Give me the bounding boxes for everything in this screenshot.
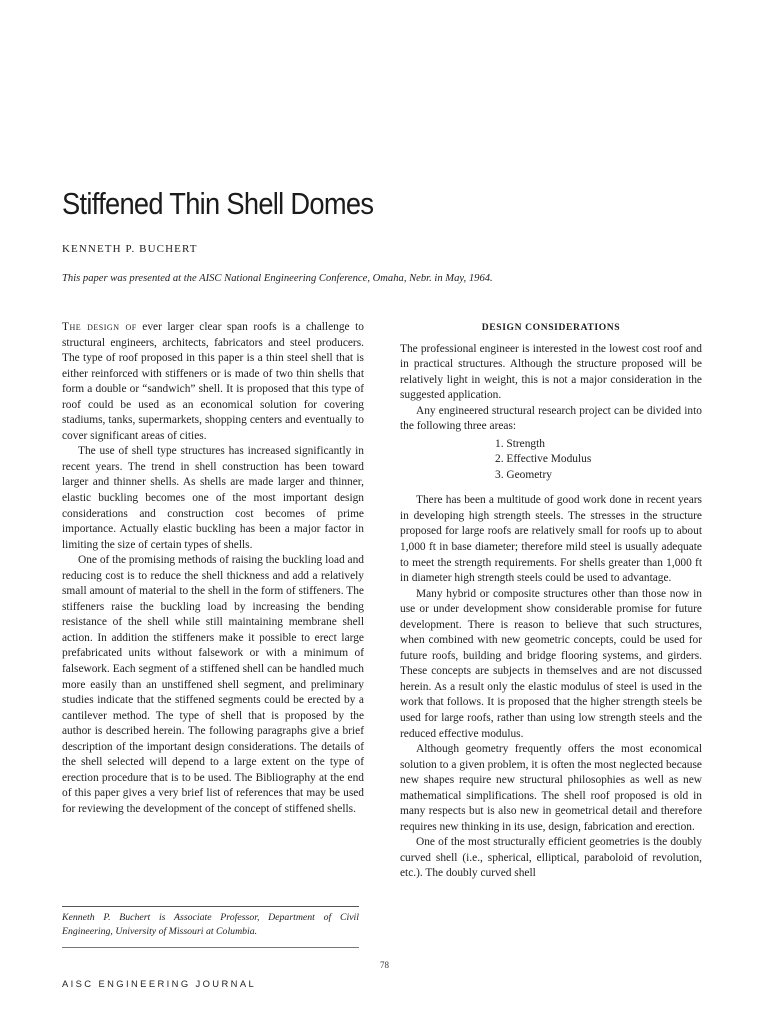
left-column (62, 320, 364, 818)
author-name: KENNETH P. BUCHERT (62, 243, 198, 255)
list-item: 3. Geometry (495, 468, 552, 481)
list-item: 2. Effective Modulus (495, 453, 592, 466)
body-paragraph: The professional engineer is interested in the lowest cost roof and in practical structures. Although the structure proposed will be relatively light in weight, this is not a major consideration in the suggested application. (400, 342, 702, 402)
body-paragraph: There has been a multitude of good work done in recent years in developing high strength steels. The stresses in the structure proposed for large roofs are relatively small for roofs up to about 1,000 ft in base diameter; therefore mild steel is usually adequate to meet the strength requirements. For shells greater than 1,000 ft in diameter high strength steels could be used to advantage. (400, 494, 702, 585)
list-item: 1. Strength (495, 437, 545, 450)
body-paragraph (62, 320, 364, 444)
footnote-rule (62, 906, 359, 907)
body-paragraph: Any engineered structural research project can be divided into the following three areas: (400, 404, 702, 433)
body-paragraph: One of the promising methods of raising the buckling load and reducing cost is to reduce the shell thickness and add a relatively small amount of material to the shell in the form of stiffeners. The stiffeners raise the buckling load by increasing the bending resistance of the shell while still maintaining membrane shell action. In addition the stiffeners make it possible to erect large prefabricated units without falsework or with a minimum of falsework. Each segment of a stiffened shell can be handled much more easily than an unstiffened shell segment, and preliminary studies indicate that the stiffened segments could be erected by a cantilever method. The type of shell that is proposed by the author is described herein. The following paragraphs give a brief description of the important design considerations. The details of the shell selected will depend to a large extent on the type of erection procedure that is to be used. The Bibliography at the end of this paper gives a very brief list of references that may be used for reviewing the development of the concept of stiffened shells. (62, 554, 364, 815)
journal-name: AISC ENGINEERING JOURNAL (62, 978, 257, 989)
section-heading: DESIGN CONSIDERATIONS (481, 322, 621, 333)
body-paragraph: The use of shell type structures has increased significantly in recent years. The trend in shell construction has been toward larger and thinner shells. As shells are made larger and thinner, elastic buckling becomes one of the most important design considerations and construction cost becomes of prime importance. Actually elastic buckling has been a major factor in limiting the size of certain types of shells. (62, 445, 364, 551)
author-footnote: Kenneth P. Buchert is Associate Professor, Department of Civil Engineering, University of Missouri at Columbia. (62, 912, 359, 937)
presentation-note: This paper was presented at the AISC National Engineering Conference, Omaha, Nebr. in May, 1964. (62, 273, 493, 284)
footnote-rule-bottom (62, 947, 359, 948)
lead-in-smallcaps: The design of (62, 321, 137, 333)
body-paragraph: Although geometry frequently offers the most economical solution to a given problem, it is often the most neglected because new shapes require new structural philosophies as well as new mathematical simplifications. The shell roof proposed is old in many respects but is also new in geometrical detail and therefore requires new thinking in its use, design, fabrication and erection. (400, 743, 702, 833)
right-column (400, 320, 702, 882)
page-number: 78 (380, 960, 389, 970)
article-title: Stiffened Thin Shell Domes (62, 186, 374, 221)
body-paragraph: Many hybrid or composite structures other than those now in use or under development show considerable promise for future development. There is reason to believe that such structures, when combined with new geometric concepts, could be used for future roofs, building and bridge flooring systems, and girders. These concepts are subjects in themselves and are not discussed herein. As a result only the elastic modulus of steel is used in the work that follows. It is proposed that the higher strength steels be used for large roofs, rather than using low strength steels and the reduced effective modulus. (400, 587, 702, 740)
body-paragraph: One of the most structurally efficient geometries is the doubly curved shell (i.e., spherical, elliptical, paraboloid of revolution, etc.). The doubly curved shell (400, 836, 702, 880)
areas-list (400, 437, 702, 484)
paragraph-text: ever larger clear span roofs is a challenge to structural engineers, architects, fabricators and steel producers. The type of roof proposed in this paper is a thin steel shell that is either reinforced with stiffeners or is made of two thin shells that form a double or “sandwich” shell. It is proposed that this type of roof could be used as an economical solution for covering stadiums, tanks, supermarkets, shopping centers and eventually to cover significant areas of cities. (62, 321, 364, 442)
